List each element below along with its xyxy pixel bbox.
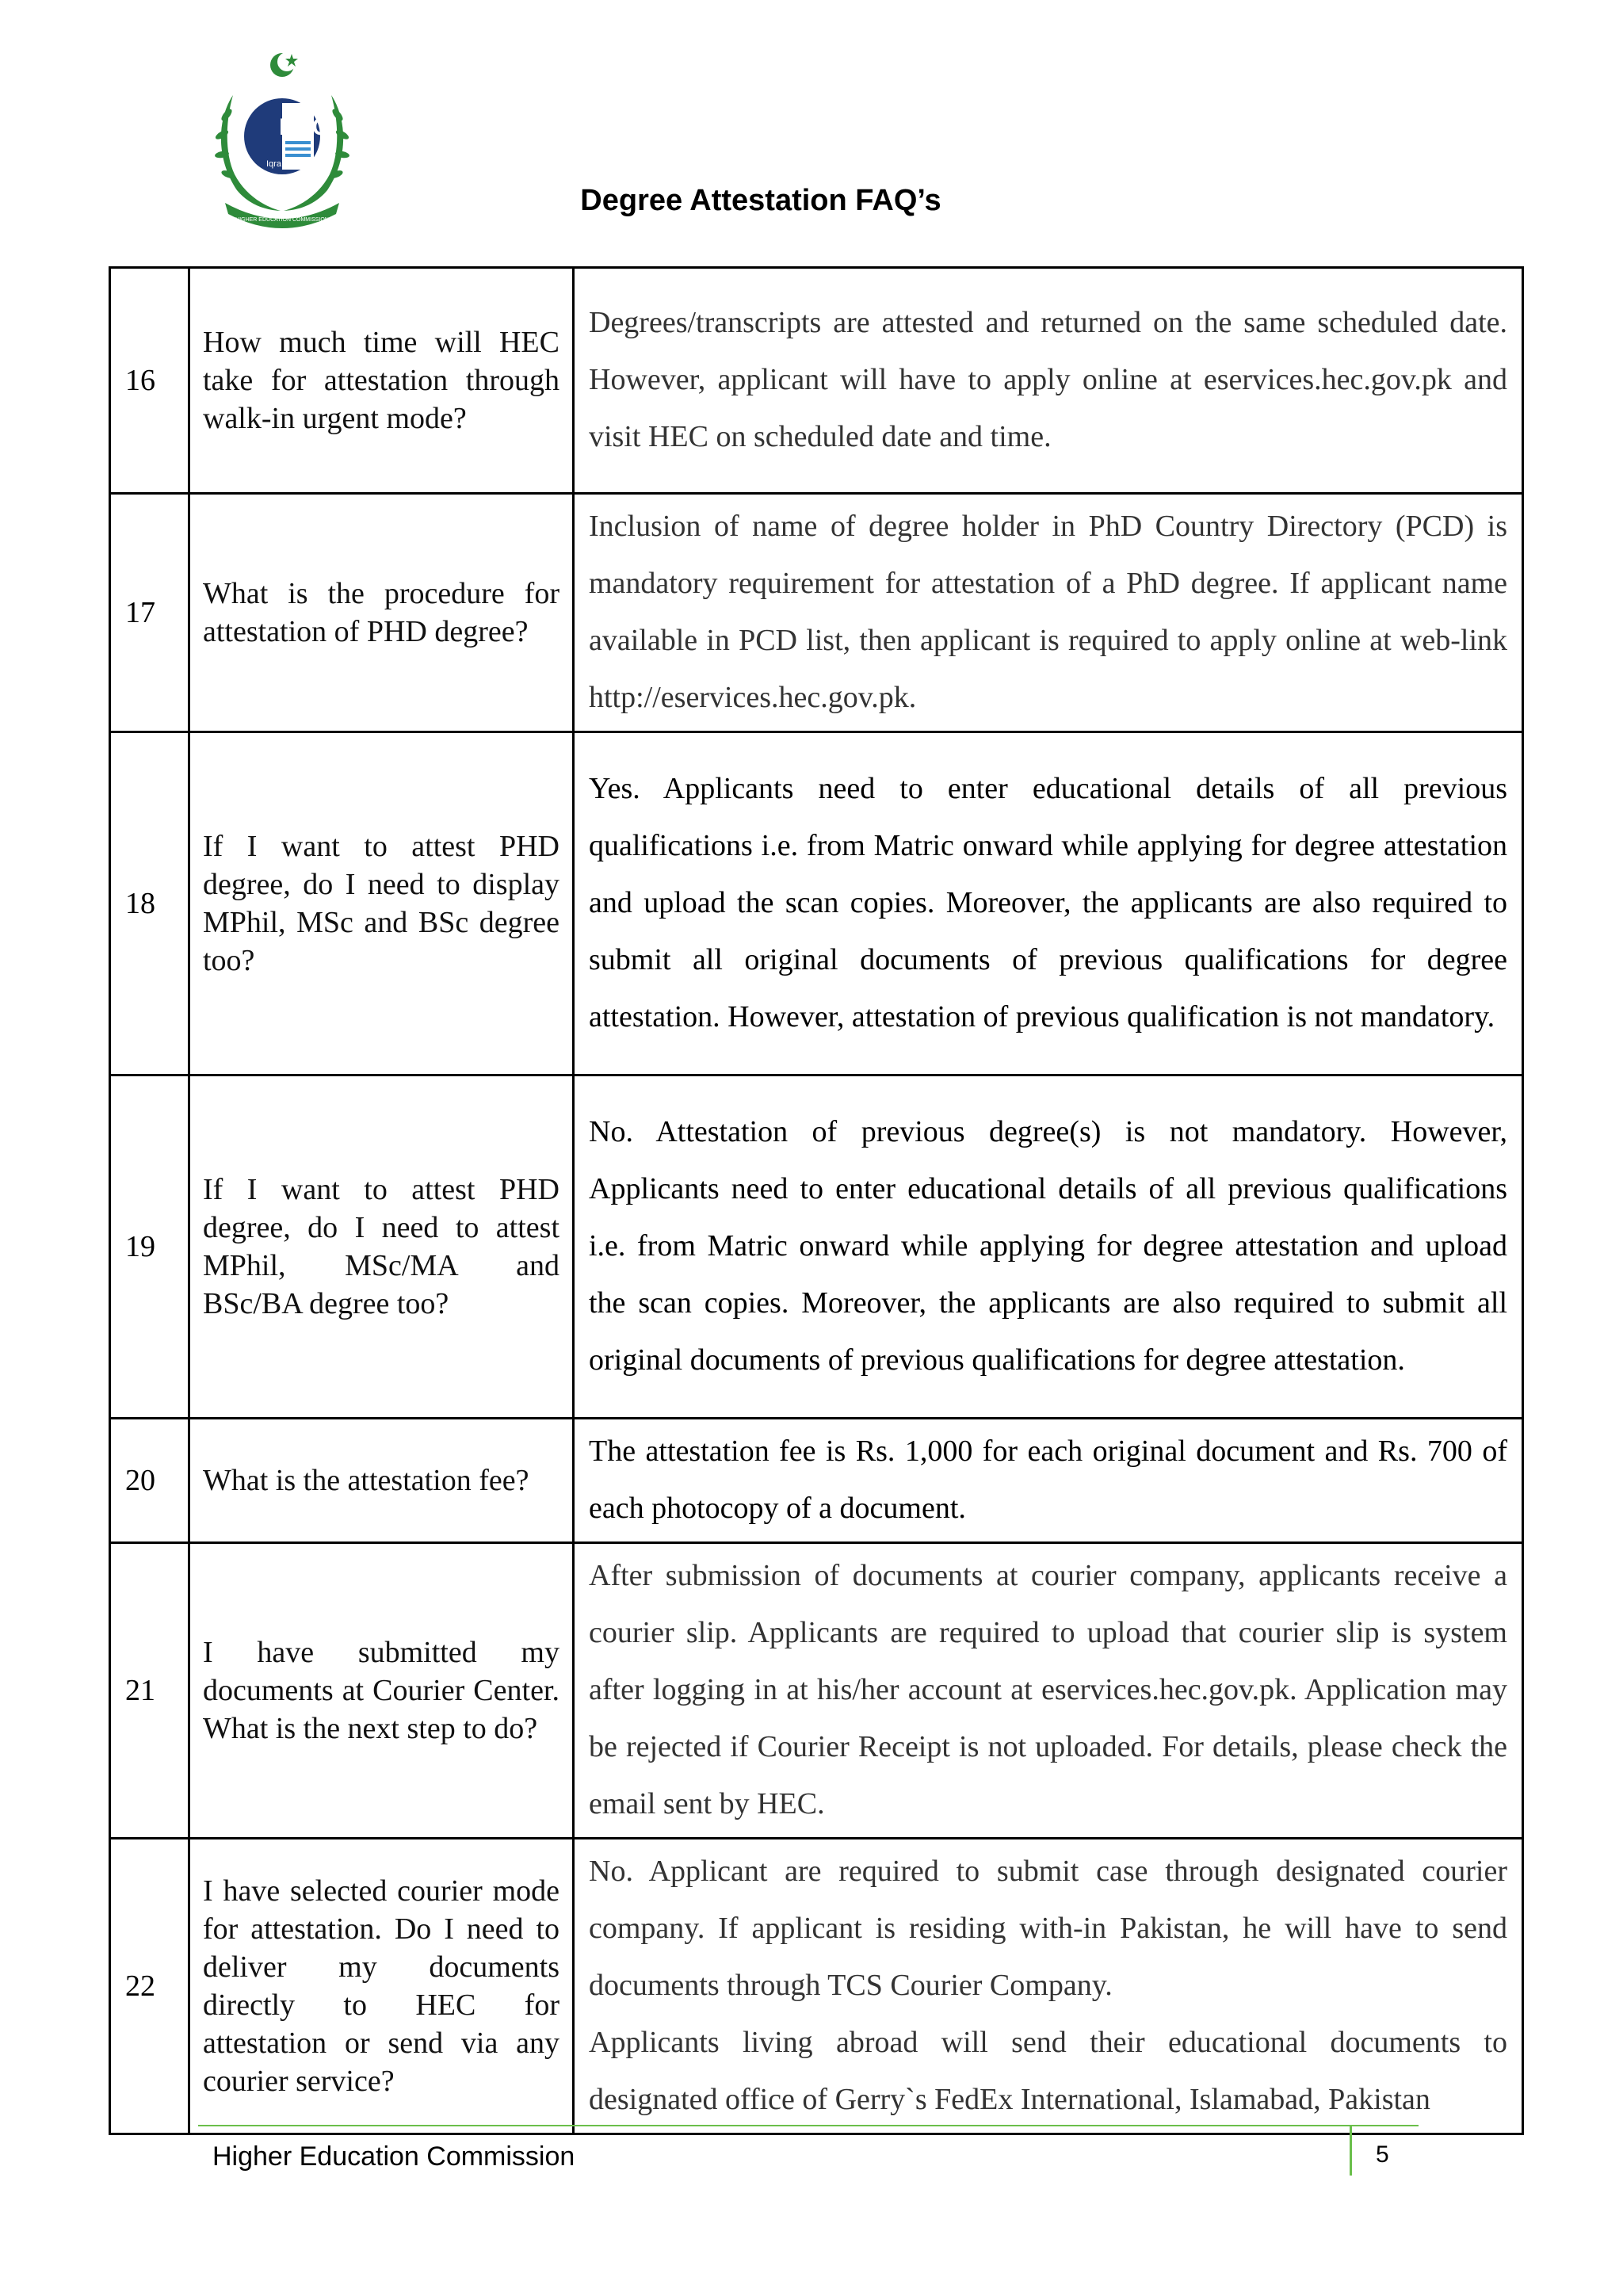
document-title: Degree Attestation FAQ’s [580, 184, 941, 217]
faq-answer [574, 494, 1523, 732]
faq-number: 21 [110, 1543, 189, 1839]
faq-answer [574, 268, 1523, 494]
faq-number: 18 [110, 732, 189, 1075]
faq-answer-text: No. Attestation of previous degree(s) is not mandatory. However, Applicants need to enter educational details of all previous qualifications i.e. from Matric onward while applying for degree attestation and upload the scan copies. Moreover, the applicants are also required to submit all original documents of previous qualifications for degree attestation. [589, 1115, 1507, 1377]
faq-question: I have selected courier mode for attestation. Do I need to deliver my documents directly to HEC for attestation or send via any courier service? [189, 1839, 574, 2134]
faq-row [110, 732, 1523, 1075]
faq-answer [574, 732, 1523, 1075]
faq-question: If I want to attest PHD degree, do I need to display MPhil, MSc and BSc degree too? [189, 732, 574, 1075]
faq-question: I have submitted my documents at Courier Center. What is the next step to do? [189, 1543, 574, 1839]
faq-answer-text: Yes. Applicants need to enter educational details of all previous qualifications i.e. from Matric onward while applying for degree attestation and upload the scan copies. Moreover, the applicants are also required to submit all original documents of previous qualifications for degree attestation. However, attestation of previous qualification is not mandatory. [589, 772, 1507, 1033]
faq-answer-text: No. Applicant are required to submit case through designated courier company. If applicant is residing with-in Pakistan, he will have to send documents through TCS Courier Company. [589, 1855, 1507, 2002]
faq-row [110, 1839, 1523, 2134]
faq-question: What is the procedure for attestation of PHD degree? [189, 494, 574, 732]
crescent-star-icon [270, 52, 298, 77]
logo-ring-text: HIGHER EDUCATION COMMISSION [235, 217, 329, 223]
faq-number: 22 [110, 1839, 189, 2134]
faq-answer [574, 1839, 1523, 2134]
faq-number: 20 [110, 1419, 189, 1543]
faq-answer-text: After submission of documents at courier company, applicants receive a courier slip. Applicants are required to upload that courier slip is system after logging in at his/her account at eservices.hec.gov.pk. Application may be rejected if Courier Receipt is not uploaded. For details, please check the email sent by HEC. [589, 1559, 1507, 1820]
emblem [244, 98, 329, 174]
faq-answer [574, 1419, 1523, 1543]
logo-tagline-text: Iqra [266, 159, 281, 169]
logo-hec-text: HEC [279, 114, 330, 140]
faq-answer-text: The attestation fee is Rs. 1,000 for each original document and Rs. 700 of each photocopy of a document. [589, 1435, 1507, 1525]
faq-answer [574, 1543, 1523, 1839]
footer-divider [198, 2125, 1419, 2126]
faq-answer-text: Degrees/transcripts are attested and returned on the same scheduled date. However, applicant will have to apply online at eservices.hec.gov.pk and visit HEC on scheduled date and time. [589, 306, 1507, 453]
faq-row [110, 1543, 1523, 1839]
faq-row [110, 1419, 1523, 1543]
faq-question: If I want to attest PHD degree, do I need to attest MPhil, MSc/MA and BSc/BA degree too? [189, 1075, 574, 1419]
page-number: 5 [1376, 2141, 1389, 2168]
faq-question: What is the attestation fee? [189, 1419, 574, 1543]
footer-separator [1350, 2125, 1352, 2176]
footer-organization: Higher Education Commission [212, 2141, 575, 2172]
faq-table [109, 266, 1524, 2135]
faq-row [110, 268, 1523, 494]
faq-answer-text: Inclusion of name of degree holder in PhD Country Directory (PCD) is mandatory requirement for attestation of a PhD degree. If applicant name available in PCD list, then applicant is required to apply online at web-link http://eservices.hec.gov.pk. [589, 510, 1507, 714]
faq-question: How much time will HEC take for attestation through walk-in urgent mode? [189, 268, 574, 494]
faq-answer [574, 1075, 1523, 1419]
faq-row [110, 494, 1523, 732]
faq-number: 16 [110, 268, 189, 494]
faq-number: 19 [110, 1075, 189, 1419]
faq-row [110, 1075, 1523, 1419]
faq-number: 17 [110, 494, 189, 732]
faq-answer-text: Applicants living abroad will send their educational documents to designated office of Gerry`s FedEx International, Islamabad, Pakistan [589, 2026, 1507, 2116]
